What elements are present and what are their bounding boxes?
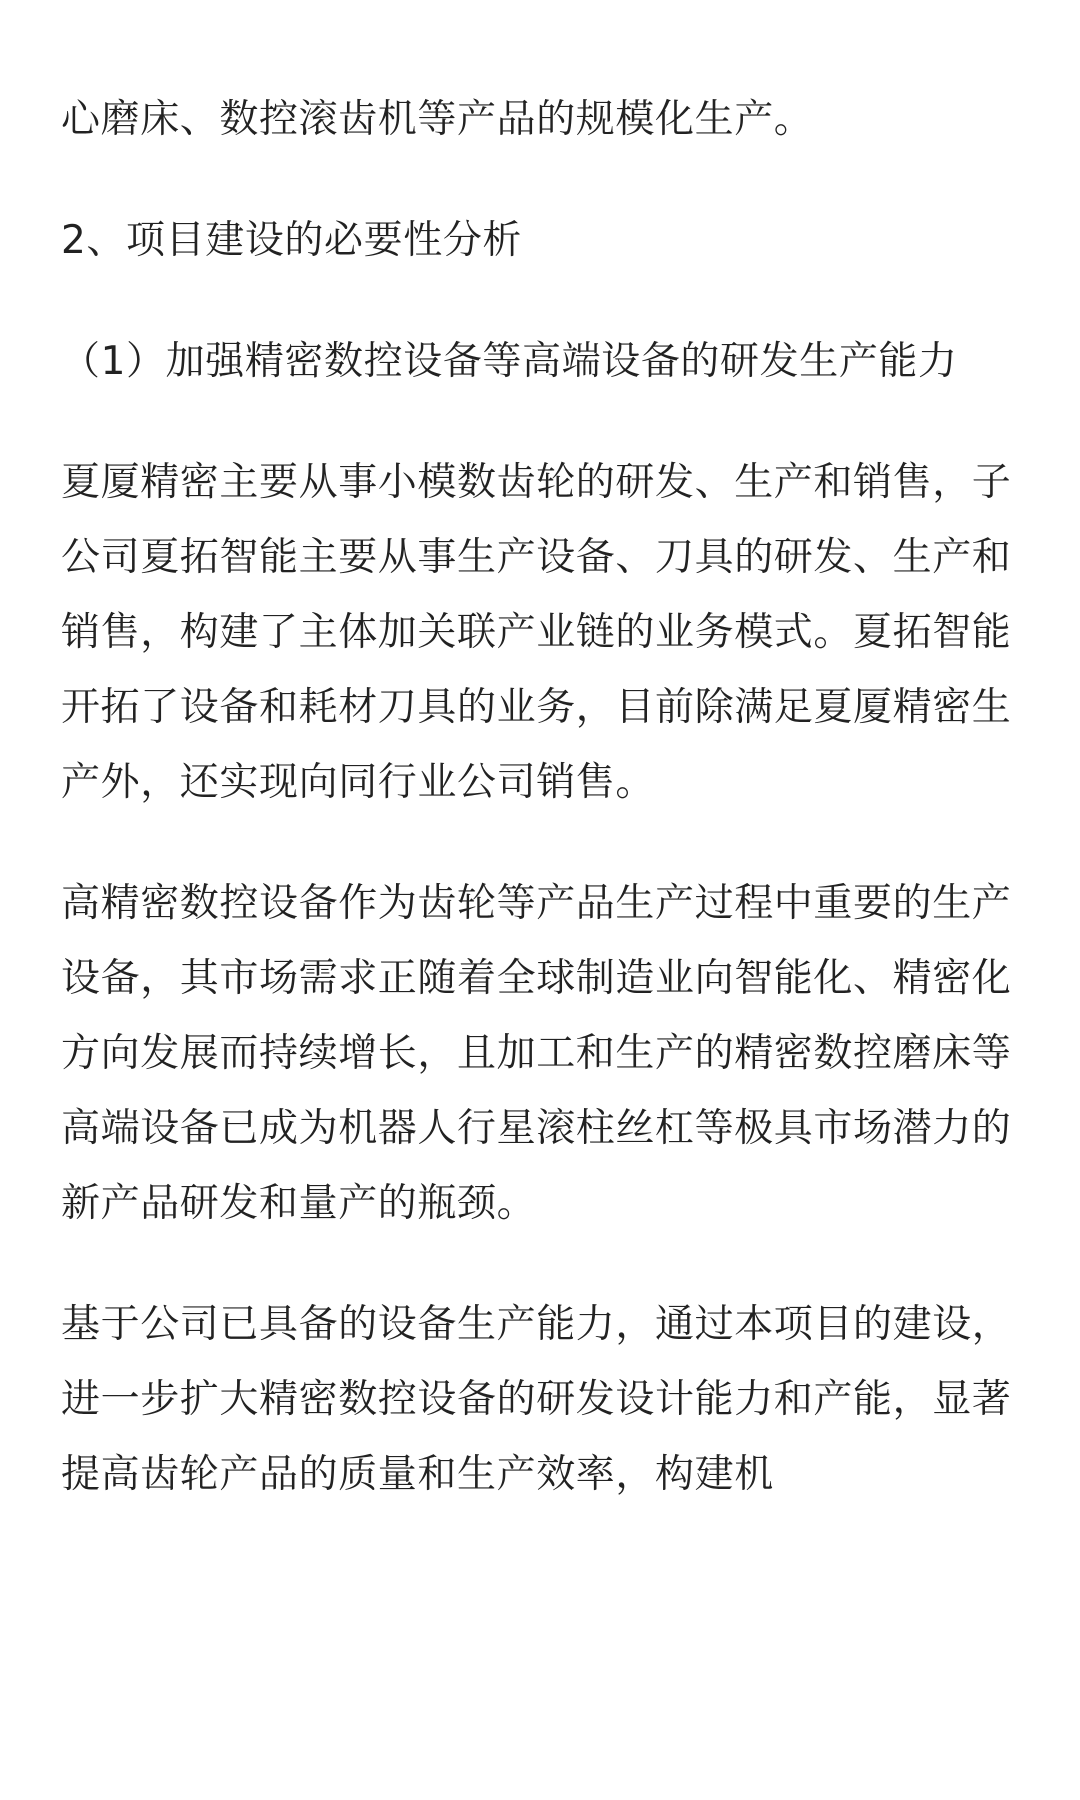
section-heading: 2、项目建设的必要性分析 xyxy=(61,218,523,263)
paragraph-continued: 心磨床、数控滚齿机等产品的规模化生产。 xyxy=(61,97,814,142)
article-body xyxy=(61,82,1027,1558)
subsection-heading: （1）加强精密数控设备等高端设备的研发生产能力 xyxy=(61,339,958,384)
paragraph-market-demand: 高精密数控设备作为齿轮等产品生产过程中重要的生产设备，其市场需求正随着全球制造业向智能化、精密化方向发展而持续增长，且加工和生产的精密数控磨床等高端设备已成为机器人行星滚柱丝杠等极具市场潜力的新产品研发和量产的瓶颈。 xyxy=(61,881,1012,1226)
paragraph-project-goal: 基于公司已具备的设备生产能力，通过本项目的建设，进一步扩大精密数控设备的研发设计能力和产能，显著提高齿轮产品的质量和生产效率，构建机 xyxy=(61,1302,1012,1497)
paragraph-company-business: 夏厦精密主要从事小模数齿轮的研发、生产和销售，子公司夏拓智能主要从事生产设备、刀具的研发、生产和销售，构建了主体加关联产业链的业务模式。夏拓智能开拓了设备和耗材刀具的业务，目前除满足夏厦精密生产外，还实现向同行业公司销售。 xyxy=(61,460,1012,805)
